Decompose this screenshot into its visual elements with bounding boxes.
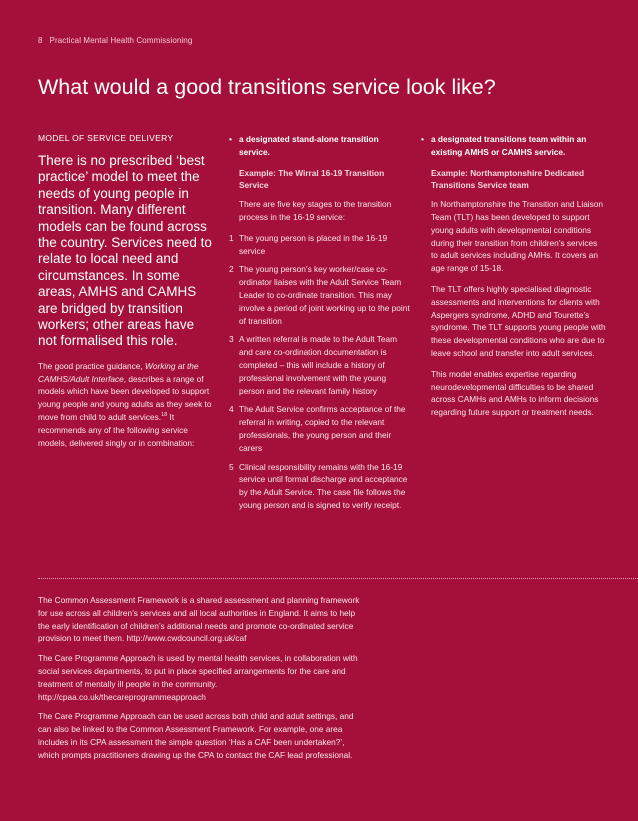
page-title: What would a good transitions service look like? bbox=[38, 75, 496, 99]
dotted-divider bbox=[38, 578, 638, 579]
column-wirral-service bbox=[229, 133, 411, 518]
section-eyebrow: MODEL OF SERVICE DELIVERY bbox=[38, 133, 174, 143]
model-bullet: • a designated transitions team within an existing AMHS or CAMHS service. bbox=[421, 133, 606, 159]
step-text: The young person is placed in the 16-19 service bbox=[239, 232, 388, 256]
footnote-caf: The Common Assessment Framework is a shared assessment and planning framework for use across all children’s services and all local authorities in England. It aims to help the early identification of children’s additional needs and promote co-ordinated service provision to meet them. http://www.cwdcouncil.org.uk/caf bbox=[38, 595, 360, 644]
page-number: 8 bbox=[38, 36, 43, 45]
step-text: A written referral is made to the Adult Team and care co-ordination documentation is completed – this will include a history of professional involvement with the young person and the relevant family history bbox=[239, 334, 398, 396]
body-paragraph bbox=[38, 360, 216, 450]
body-text-mid: , describes a range of models which have been developed to support young people and young adults as they seek to move from child to adult services. bbox=[38, 373, 212, 423]
body-text-pre: The good practice guidance, bbox=[38, 360, 146, 371]
step-number: 2 bbox=[229, 264, 234, 275]
body-paragraph: This model enables expertise regarding neurodevelopmental difficulties to be shared across CAMHs and AMHs to inform decisions regarding future support or treatment needs. bbox=[431, 368, 599, 418]
example-heading: Example: Northamptonshire Dedicated Transitions Service team bbox=[431, 167, 585, 191]
step-text: Clinical responsibility remains with the 16-19 service until formal discharge and acceptance by the Adult Service. The case file follows the young person and is signed to verify receipt. bbox=[239, 461, 408, 510]
guidance-title: Working at the CAMHS/Adult Interface bbox=[38, 360, 199, 384]
list-item bbox=[229, 263, 411, 327]
list-item bbox=[229, 461, 411, 512]
footnotes-section bbox=[38, 594, 368, 769]
body-paragraph: The TLT offers highly specialised diagnostic assessments and interventions for clients with Aspergers syndrome, ADHD and Tourette’s syndrome. The TLT supports young people with these developmental conditions who are due to leave school and transfer into adult services. bbox=[431, 283, 606, 358]
column-northamptonshire-service bbox=[421, 133, 606, 427]
step-number: 4 bbox=[229, 404, 234, 415]
body-text-post: It recommends any of the following service models, delivered singly or in combination: bbox=[38, 412, 195, 448]
list-item bbox=[229, 232, 411, 258]
running-header bbox=[38, 36, 192, 45]
footnote-cpa-caf-link: The Care Programme Approach can be used across both child and adult settings, and can also be linked to the Common Assessment Framework. For example, one area includes in its CPA assessment the simple question ‘Has a CAF been undertaken?’, which prompts practitioners drawing up the CPA to contact the CAF lead professional. bbox=[38, 711, 354, 760]
step-number: 5 bbox=[229, 461, 234, 472]
body-paragraph: In Northamptonshire the Transition and Liaison Team (TLT) has been developed to support young adults with developmental conditions during their transition from children’s services to adult services including AMHs. It covers an age range of 15-18. bbox=[431, 199, 604, 274]
step-text: The young person’s key worker/case co-ordinator liaises with the Adult Service Team Leader to co-ordinate transition. This may involve a period of joint working up to the point of transition bbox=[239, 264, 410, 326]
footnote-cpa: The Care Programme Approach is used by mental health services, in collaboration with social services departments, to put in place specified arrangements for the care and treatment of mentally ill people in the community. http://cpaa.co.uk/thecareprogrammeapproach bbox=[38, 653, 358, 702]
step-text: The Adult Service confirms acceptance of the referral in writing, copied to the relevant professionals, the young person and their carers bbox=[239, 404, 406, 453]
list-item bbox=[229, 333, 411, 397]
running-title: Practical Mental Health Commissioning bbox=[49, 36, 193, 45]
model-bullet: • a designated stand-alone transition service. bbox=[229, 133, 411, 159]
list-item bbox=[229, 403, 411, 454]
step-number: 1 bbox=[229, 232, 234, 243]
footnote-ref: 18 bbox=[161, 412, 168, 419]
example-heading: Example: The Wirral 16-19 Transition Service bbox=[239, 167, 385, 191]
lead-paragraph: There is no prescribed ‘best practice’ model to meet the needs of young people in transition. Many different models can be found across the country. Services need to relate to local need and circumstances. In some areas, AMHS and CAMHS are bridged by transition workers; other areas have not formalised this role. bbox=[38, 153, 212, 349]
stages-list bbox=[229, 232, 411, 512]
column-model-of-service bbox=[38, 133, 216, 449]
step-number: 3 bbox=[229, 334, 234, 345]
stages-intro: There are five key stages to the transition process in the 16-19 service: bbox=[239, 199, 392, 222]
